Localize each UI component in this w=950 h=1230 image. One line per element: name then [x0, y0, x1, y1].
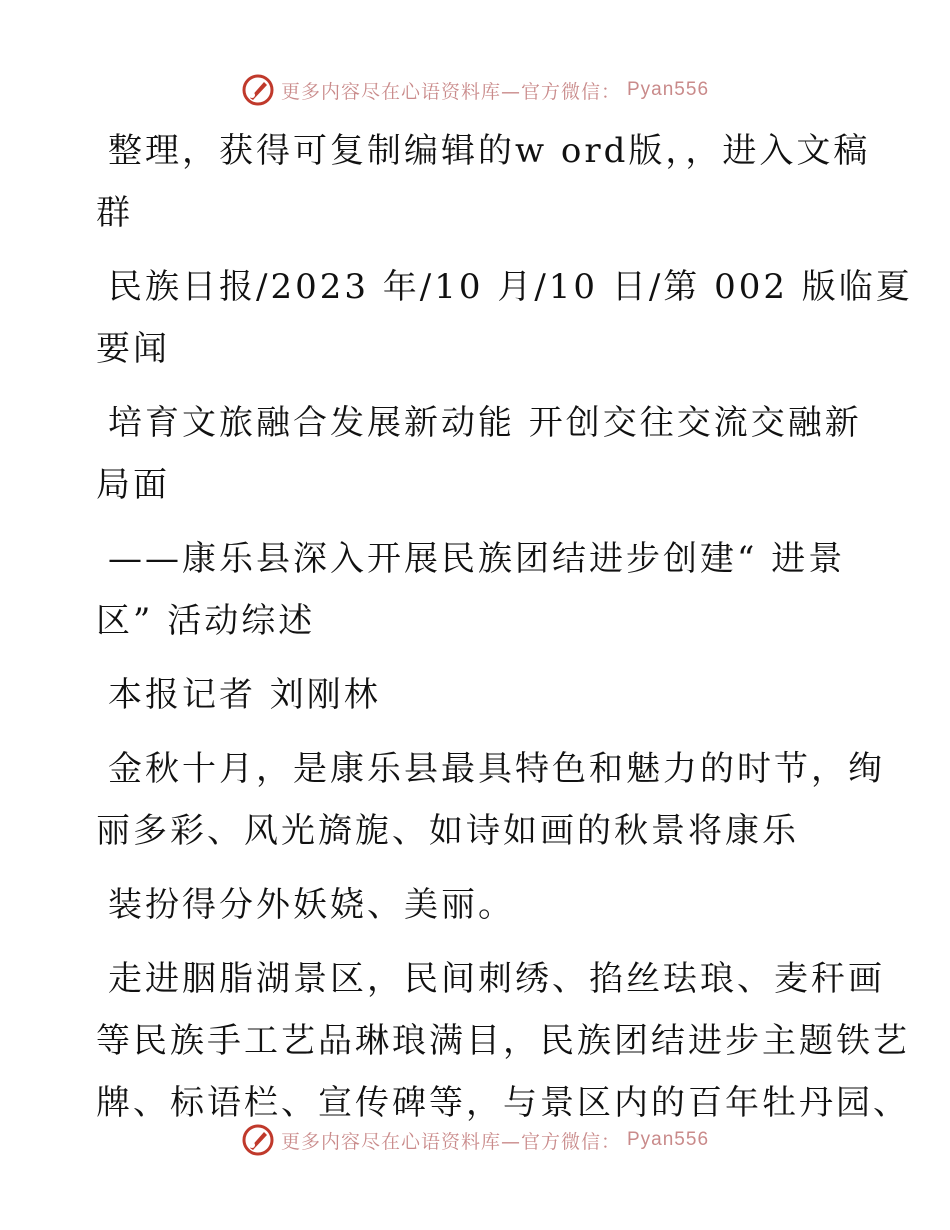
paragraph	[96, 738, 885, 862]
text-line: 群	[96, 193, 133, 233]
watermark-text: 更多内容尽在心语资料库—官方微信：	[280, 80, 621, 103]
text-line: 走进胭脂湖景区，民间刺绣、掐丝珐琅、麦秆画	[108, 959, 885, 999]
text-line: 等民族手工艺品琳琅满目，民族团结进步主题铁艺	[96, 1021, 910, 1061]
text-line: 民族日报/2023 年/10 月/10 日/第 002 版临夏	[108, 267, 913, 307]
paragraph	[96, 392, 862, 516]
watermark-text: 更多内容尽在心语资料库—官方微信：	[280, 1130, 621, 1153]
text-line: 金秋十月，是康乐县最具特色和魅力的时节，绚	[108, 749, 885, 789]
paragraph	[96, 120, 871, 244]
text-line: 区” 活动综述	[96, 601, 316, 641]
paragraph	[96, 528, 856, 652]
text-line: 本报记者 刘刚林	[108, 675, 381, 715]
text-line: 丽多彩、风光旖旎、如诗如画的秋景将康乐	[96, 811, 799, 851]
header-watermark	[0, 70, 950, 110]
text-line: 装扮得分外妖娆、美丽。	[108, 885, 515, 925]
byline	[96, 664, 856, 726]
text-line: 整理，获得可复制编辑的w ord版，，进入文稿	[108, 131, 871, 171]
paragraph	[96, 256, 913, 380]
footer-watermark	[0, 1120, 950, 1160]
pen-logo-icon	[241, 1123, 275, 1157]
text-line: ——康乐县深入开展民族团结进步创建“ 进景	[108, 539, 846, 579]
text-line: 培育文旅融合发展新动能 开创交往交流交融新	[108, 403, 862, 443]
watermark-contact: Pyan556	[627, 79, 710, 100]
text-line: 局面	[96, 465, 170, 505]
watermark-contact: Pyan556	[627, 1129, 710, 1150]
pen-logo-icon	[241, 73, 275, 107]
text-line: 牌、标语栏、宣传碑等，与景区内的百年牡丹园、	[96, 1083, 910, 1123]
paragraph	[96, 948, 910, 1134]
text-line: 要闻	[96, 329, 170, 369]
document-body	[96, 120, 913, 1146]
paragraph	[96, 874, 856, 936]
